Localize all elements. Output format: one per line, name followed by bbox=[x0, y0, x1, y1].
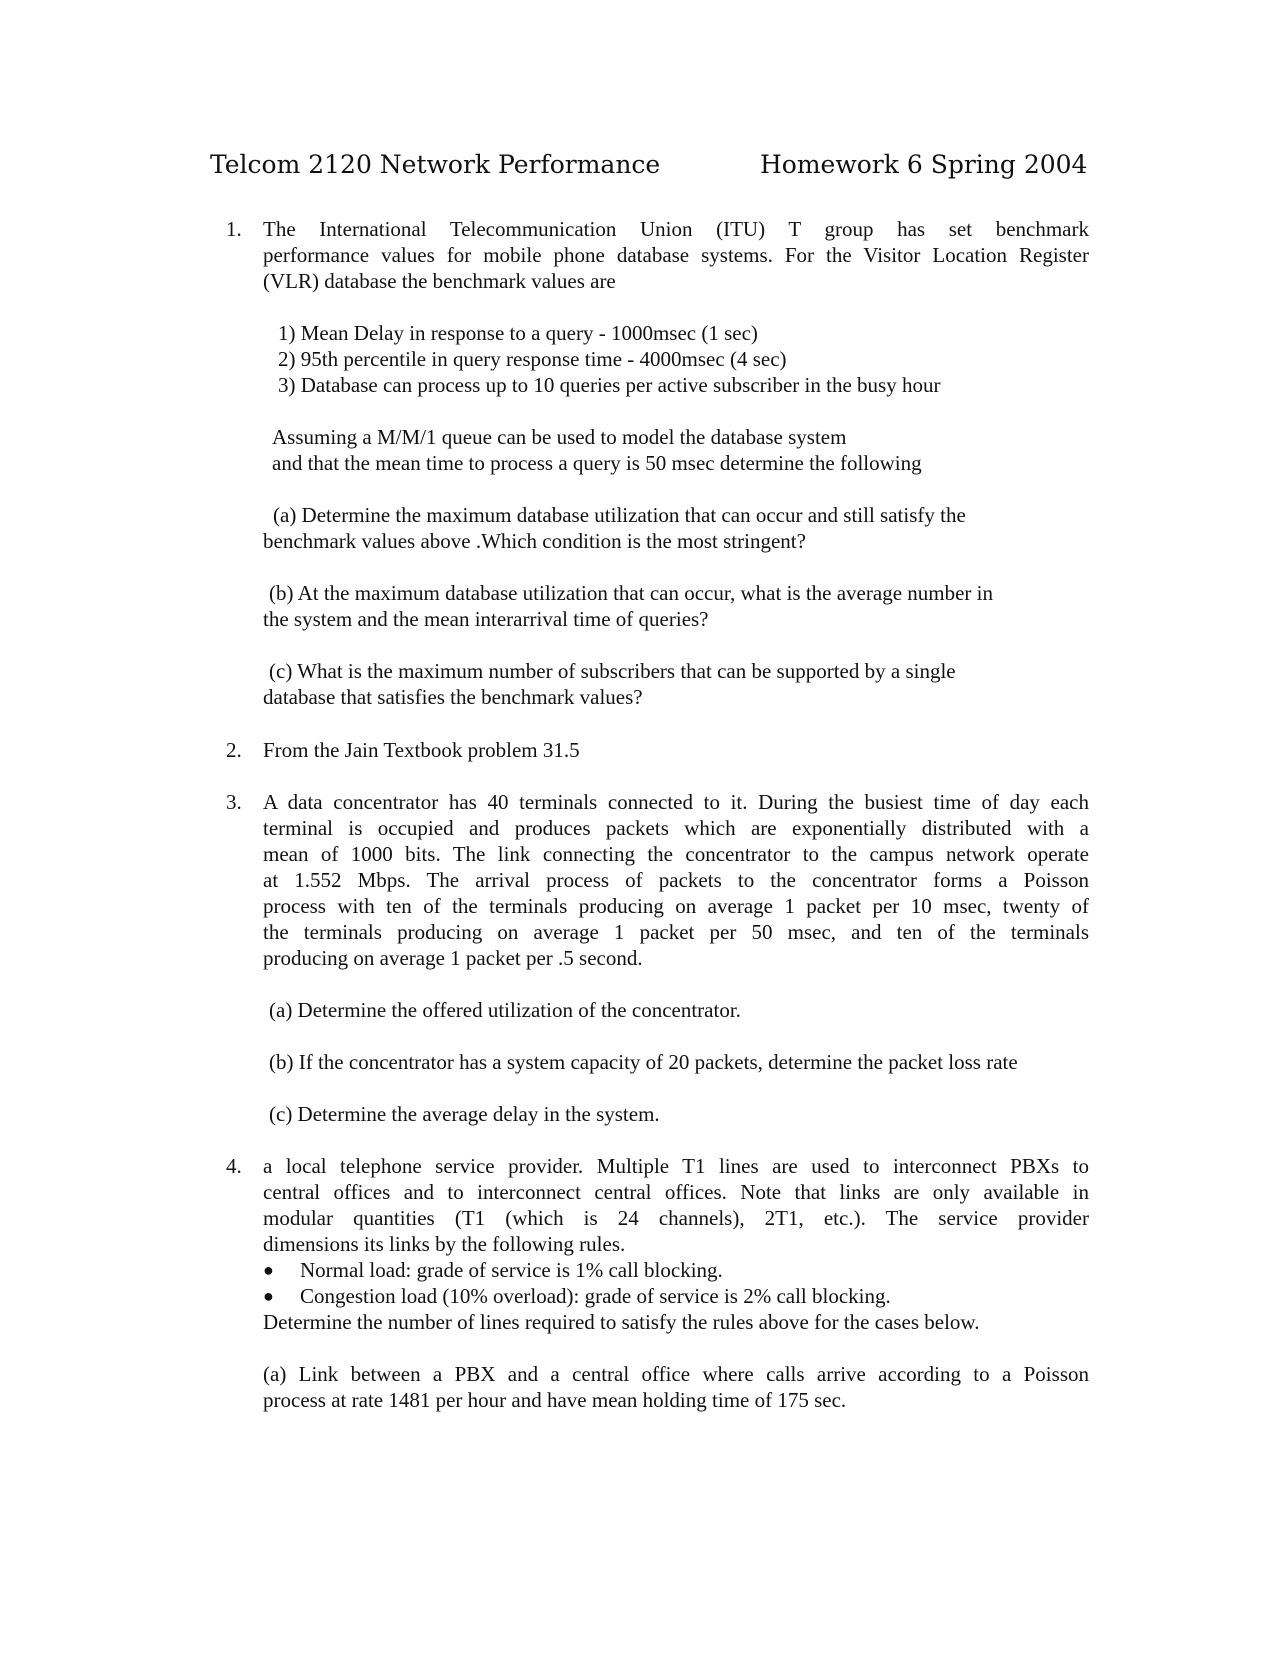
assumption-line: Assuming a M/M/1 queue can be used to model the database system bbox=[272, 425, 847, 449]
question-line: Determine the number of lines required to satisfy the rules above for the cases below. bbox=[263, 1310, 980, 1334]
question-line: terminal is occupied and produces packets which are exponentially distributed with a bbox=[263, 816, 1089, 840]
question-4-determine bbox=[263, 1309, 1089, 1335]
question-line: process with ten of the terminals producing on average 1 packet per 10 msec, twenty of bbox=[263, 894, 1089, 918]
part-line: (a) Determine the maximum database utilization that can occur and still satisfy the bbox=[273, 503, 966, 527]
part-line: (c) What is the maximum number of subscribers that can be supported by a single bbox=[269, 659, 956, 683]
part-line: (a) Link between a PBX and a central office where calls arrive according to a Poisson bbox=[263, 1362, 1089, 1386]
question-4 bbox=[226, 1153, 1089, 1257]
question-line: From the Jain Textbook problem 31.5 bbox=[263, 738, 580, 762]
course-title: Telcom 2120 Network Performance bbox=[210, 150, 661, 179]
bullet-text: Congestion load (10% overload): grade of service is 2% call blocking. bbox=[300, 1284, 891, 1308]
question-line: producing on average 1 packet per .5 second. bbox=[263, 946, 643, 970]
question-line: The International Telecommunication Union (ITU) T group has set benchmark bbox=[263, 217, 1089, 241]
question-1 bbox=[226, 216, 1089, 294]
question-2 bbox=[226, 737, 1089, 763]
part-line: process at rate 1481 per hour and have mean holding time of 175 sec. bbox=[263, 1388, 847, 1412]
part-line: the system and the mean interarrival time of queries? bbox=[263, 607, 709, 631]
question-3-part-a bbox=[269, 997, 1095, 1023]
question-line: mean of 1000 bits. The link connecting the concentrator to the campus network operate bbox=[263, 842, 1089, 866]
benchmark-list bbox=[278, 320, 1104, 398]
question-1-part-b bbox=[263, 580, 1089, 632]
part-line: database that satisfies the benchmark values? bbox=[263, 685, 643, 709]
question-1-part-a bbox=[263, 502, 1089, 554]
question-1-part-c bbox=[263, 658, 1089, 710]
question-line: central offices and to interconnect central offices. Note that links are only available in bbox=[263, 1180, 1089, 1204]
benchmark-item: 3) Database can process up to 10 queries per active subscriber in the busy hour bbox=[278, 373, 941, 397]
question-line: A data concentrator has 40 terminals connected to it. During the busiest time of day each bbox=[263, 790, 1089, 814]
question-line: a local telephone service provider. Multiple T1 lines are used to interconnect PBXs to bbox=[263, 1154, 1089, 1178]
part-line: (b) If the concentrator has a system capacity of 20 packets, determine the packet loss rate bbox=[269, 1050, 1018, 1074]
bullet-icon: ● bbox=[263, 1260, 274, 1280]
bullet-item bbox=[263, 1283, 1089, 1309]
question-3-part-b bbox=[269, 1049, 1095, 1075]
part-line: benchmark values above .Which condition is the most stringent? bbox=[263, 529, 806, 553]
assumption-text bbox=[272, 424, 1098, 476]
part-line: (a) Determine the offered utilization of the concentrator. bbox=[269, 998, 741, 1022]
question-4-part-a bbox=[263, 1361, 1089, 1413]
question-number: 3. bbox=[226, 790, 242, 814]
question-line: performance values for mobile phone database systems. For the Visitor Location Register bbox=[263, 243, 1089, 267]
benchmark-item: 1) Mean Delay in response to a query - 1000msec (1 sec) bbox=[278, 321, 758, 345]
homework-title: Homework 6 Spring 2004 bbox=[760, 150, 1088, 179]
question-line: dimensions its links by the following rules. bbox=[263, 1232, 626, 1256]
question-line: modular quantities (T1 (which is 24 channels), 2T1, etc.). The service provider bbox=[263, 1206, 1089, 1230]
bullet-item bbox=[263, 1257, 1089, 1283]
question-line: (VLR) database the benchmark values are bbox=[263, 269, 616, 293]
question-number: 4. bbox=[226, 1154, 242, 1178]
page-header bbox=[210, 150, 1088, 190]
bullet-text: Normal load: grade of service is 1% call blocking. bbox=[300, 1258, 723, 1282]
benchmark-item: 2) 95th percentile in query response time - 4000msec (4 sec) bbox=[278, 347, 787, 371]
question-3 bbox=[226, 789, 1089, 971]
bullet-icon: ● bbox=[263, 1286, 274, 1306]
part-line: (c) Determine the average delay in the system. bbox=[269, 1102, 660, 1126]
question-number: 1. bbox=[226, 217, 242, 241]
bullet-list bbox=[263, 1257, 1089, 1309]
question-number: 2. bbox=[226, 738, 242, 762]
question-line: the terminals producing on average 1 packet per 50 msec, and ten of the terminals bbox=[263, 920, 1089, 944]
question-3-part-c bbox=[269, 1101, 1095, 1127]
part-line: (b) At the maximum database utilization that can occur, what is the average number in bbox=[269, 581, 993, 605]
assumption-line: and that the mean time to process a query is 50 msec determine the following bbox=[272, 451, 922, 475]
question-line: at 1.552 Mbps. The arrival process of packets to the concentrator forms a Poisson bbox=[263, 868, 1089, 892]
